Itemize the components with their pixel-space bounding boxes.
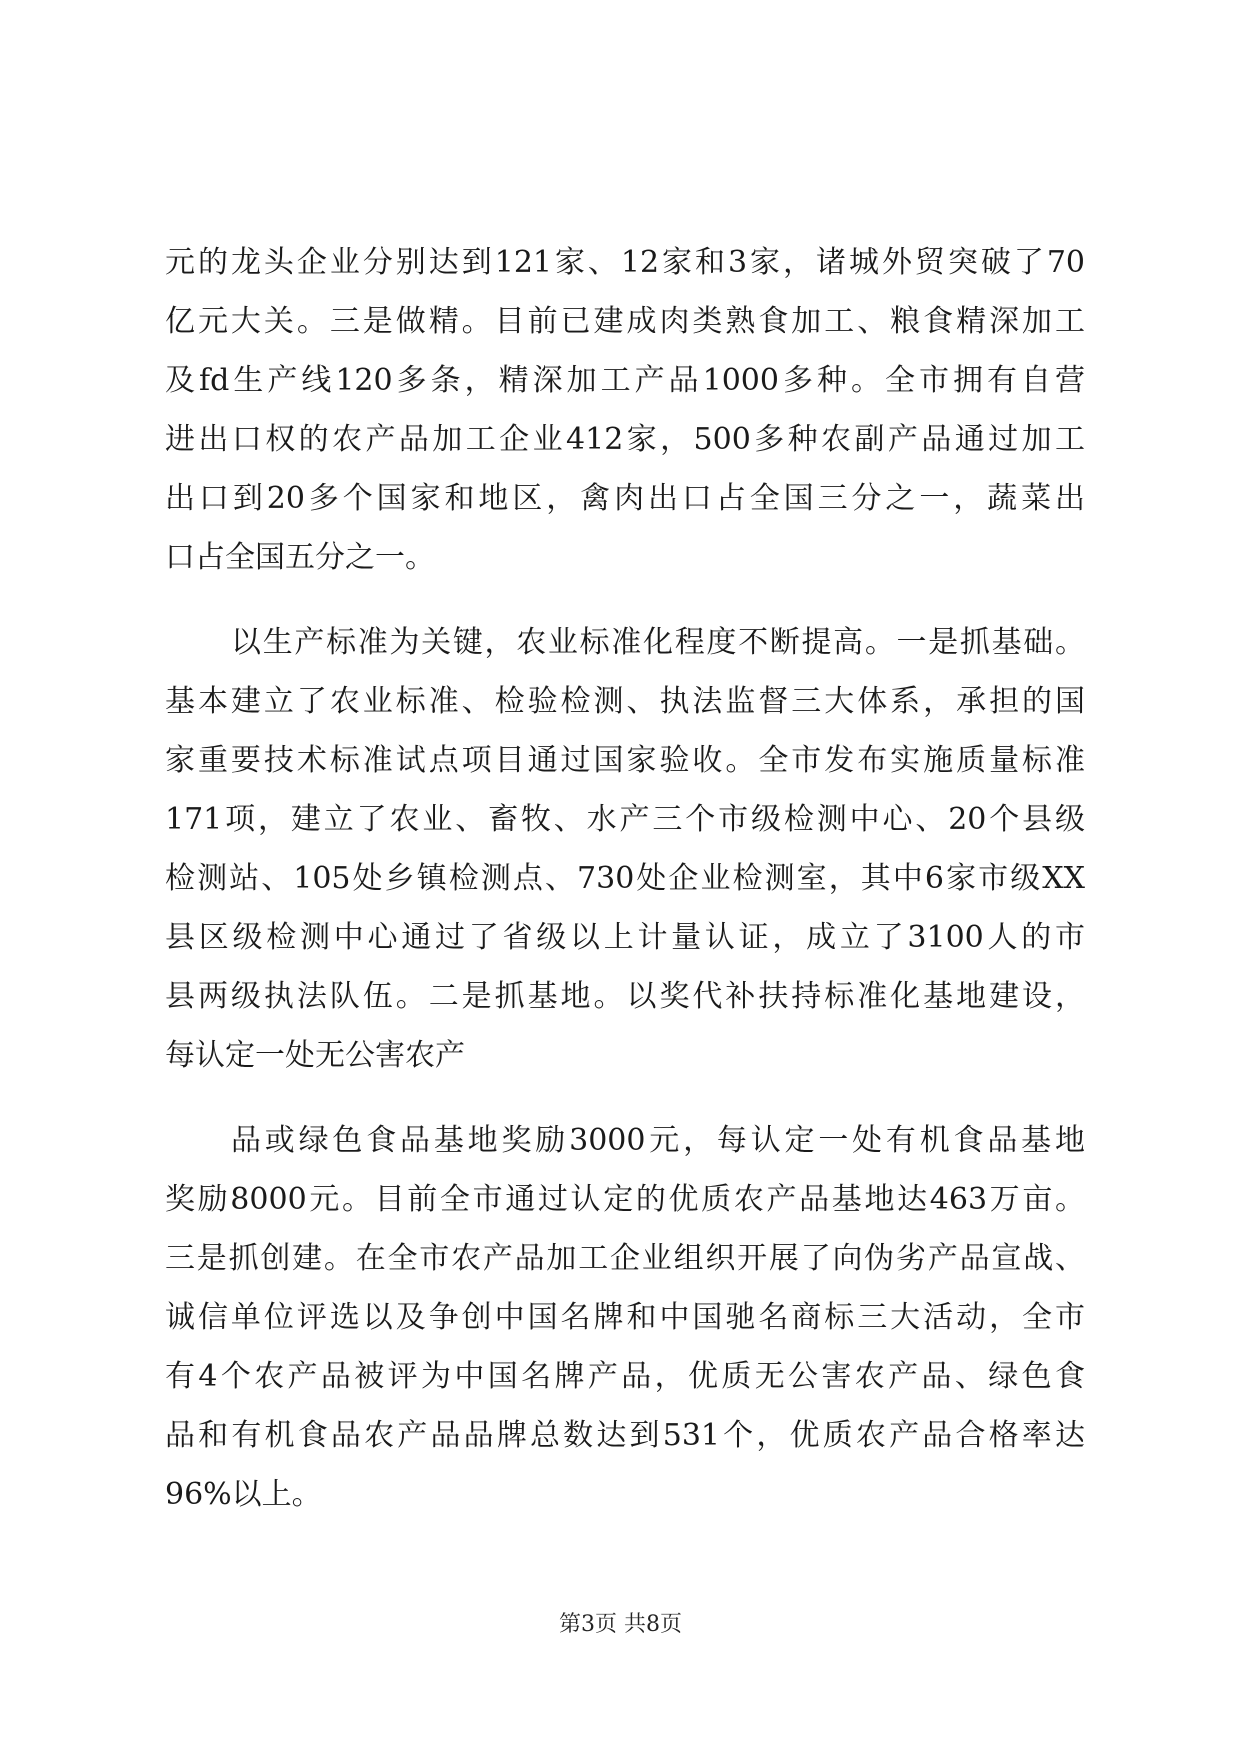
- text-line: 有4个农产品被评为中国名牌产品，优质无公害农产品、绿色食: [165, 1359, 1085, 1394]
- text-line: 三是抓创建。在全市农产品加工企业组织开展了向伪劣产品宣战、: [165, 1241, 1085, 1276]
- text-line: 品和有机食品农产品品牌总数达到531个，优质农产品合格率达: [165, 1418, 1085, 1453]
- paragraph-3: [165, 1111, 1085, 1524]
- text-line: 检测站、105处乡镇检测点、730处企业检测室，其中6家市级XX: [165, 861, 1085, 896]
- text-line: 县区级检测中心通过了省级以上计量认证，成立了3100人的市: [165, 920, 1085, 955]
- text-line: 每认定一处无公害农产: [165, 1038, 465, 1073]
- text-line: 基本建立了农业标准、检验检测、执法监督三大体系，承担的国: [165, 684, 1085, 719]
- text-line: 进出口权的农产品加工企业412家，500多种农副产品通过加工: [165, 422, 1085, 457]
- text-line: 诚信单位评选以及争创中国名牌和中国驰名商标三大活动，全市: [165, 1300, 1085, 1335]
- text-line: 及fd生产线120多条，精深加工产品1000多种。全市拥有自营: [165, 363, 1085, 398]
- text-line: 171项，建立了农业、畜牧、水产三个市级检测中心、20个县级: [165, 802, 1085, 837]
- text-line: 元的龙头企业分别达到121家、12家和3家，诸城外贸突破了70: [165, 245, 1085, 280]
- text-line: 县两级执法队伍。二是抓基地。以奖代补扶持标准化基地建设，: [165, 979, 1085, 1014]
- text-line: 亿元大关。三是做精。目前已建成肉类熟食加工、粮食精深加工: [165, 304, 1085, 339]
- text-line: 出口到20多个国家和地区，禽肉出口占全国三分之一，蔬菜出: [165, 481, 1085, 516]
- text-line: 以生产标准为关键，农业标准化程度不断提高。一是抓基础。: [231, 625, 1085, 660]
- paragraph-1: [165, 233, 1085, 587]
- page-number-footer: 第3页 共8页: [559, 1612, 682, 1637]
- text-line: 奖励8000元。目前全市通过认定的优质农产品基地达463万亩。: [165, 1182, 1085, 1217]
- text-line: 96%以上。: [165, 1477, 322, 1512]
- paragraph-gap: [165, 587, 1085, 613]
- paragraph-gap: [165, 1085, 1085, 1111]
- text-line: 口占全国五分之一。: [165, 540, 435, 575]
- body-text: [165, 233, 1085, 1524]
- text-line: 家重要技术标准试点项目通过国家验收。全市发布实施质量标准: [165, 743, 1085, 778]
- text-line: 品或绿色食品基地奖励3000元，每认定一处有机食品基地: [231, 1123, 1085, 1158]
- paragraph-2: [165, 613, 1085, 1085]
